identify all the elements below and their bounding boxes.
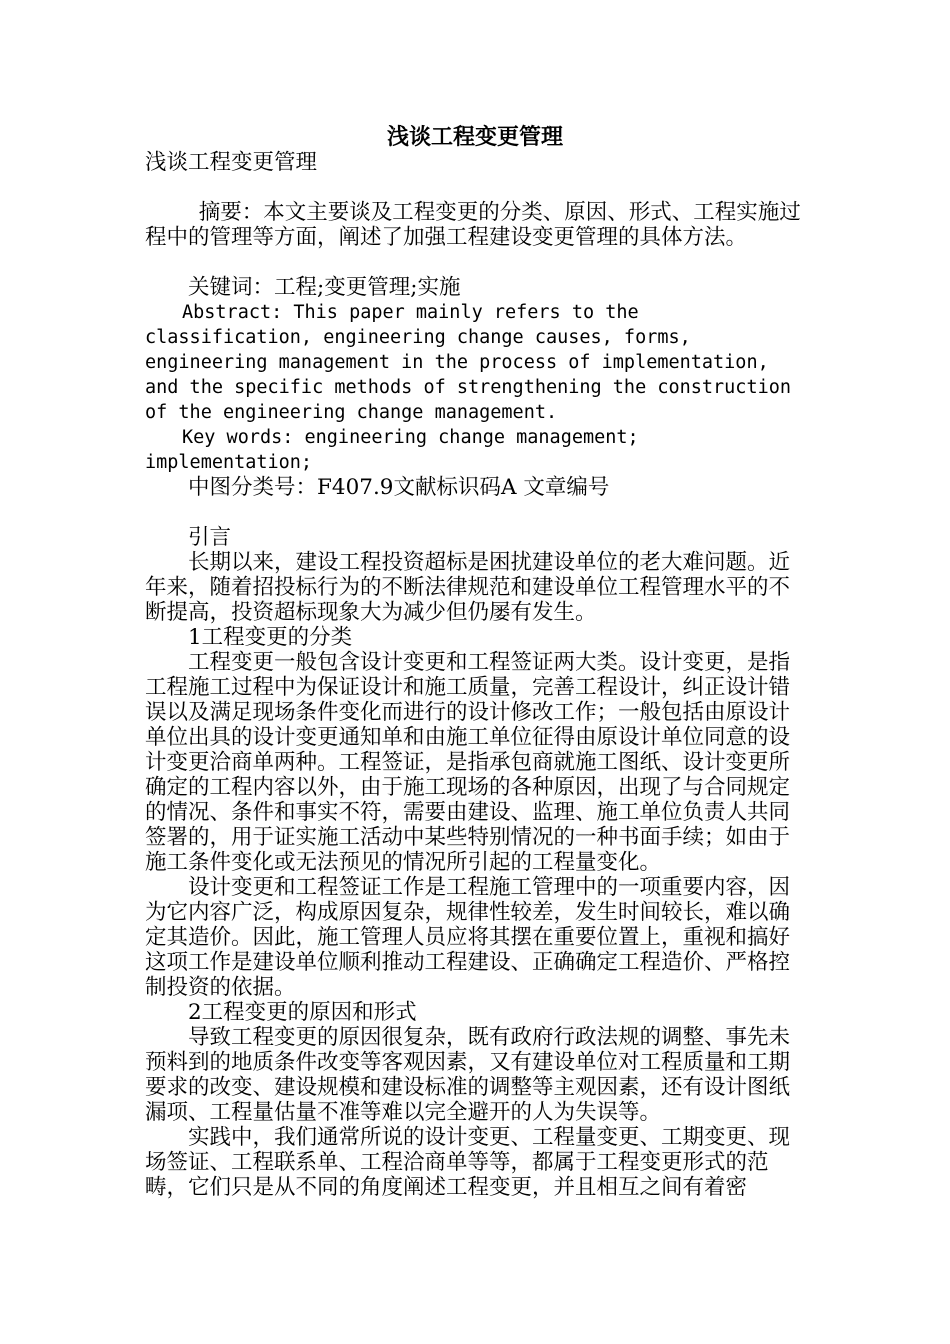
- document-title: 浅谈工程变更管理: [386, 124, 563, 150]
- keywords-cn: 关键词：工程;变更管理;实施: [188, 275, 461, 300]
- document-body: [145, 150, 810, 1200]
- section2-paragraph-2: 实践中，我们通常所说的设计变更、工程量变更、工期变更、现场签证、工程联系单、工程洽商单等等，都属于工程变更形式的范畴，它们只是从不同的角度阐述工程变更，并且相互之间有着密: [145, 1125, 791, 1200]
- document-subtitle: 浅谈工程变更管理: [145, 150, 318, 175]
- section1-paragraph-2: 设计变更和工程签证工作是工程施工管理中的一项重要内容，因为它内容广泛，构成原因复杂，规律性较差，发生时间较长，难以确定其造价。因此，施工管理人员应将其摆在重要位置上，重视和搞好这项工作是建设单位顺利推动工程建设、正确确定工程造价、严格控制投资的依据。: [145, 875, 791, 1000]
- section2-paragraph-1: 导致工程变更的原因很复杂，既有政府行政法规的调整、事先未预料到的地质条件改变等客观因素，又有建设单位对工程质量和工期要求的改变、建设规模和建设标准的调整等主观因素，还有设计图纸漏项、工程量估量不准等难以完全避开的人为失误等。: [145, 1025, 791, 1125]
- abstract-en: Abstract: This paper mainly refers to the classification, engineering change causes, forms, engineering management in the process of implementation, and the specific methods of strengthening the construction of the engineering change management.: [145, 302, 792, 423]
- intro-paragraph: 长期以来，建设工程投资超标是困扰建设单位的老大难问题。近年来，随着招投标行为的不断法律规范和建设单位工程管理水平的不断提高，投资超标现象大为减少但仍屡有发生。: [145, 550, 791, 625]
- section1-paragraph-1: 工程变更一般包含设计变更和工程签证两大类。设计变更，是指工程施工过程中为保证设计和施工质量，完善工程设计，纠正设计错误以及满足现场条件变化而进行的设计修改工作；一般包括由原设计单位出具的设计变更通知单和由施工单位征得由原设计单位同意的设计变更洽商单两种。工程签证，是指承包商就施工图纸、设计变更所确定的工程内容以外，由于施工现场的各种原因，出现了与合同规定的情况、条件和事实不符，需要由建设、监理、施工单位负责人共同签署的，用于证实施工活动中某些特别情况的一种书面手续；如由于施工条件变化或无法预见的情况所引起的工程量变化。: [145, 650, 791, 875]
- section1-heading: 1工程变更的分类: [188, 625, 353, 650]
- keywords-en: Key words: engineering change management; implementation;: [145, 427, 639, 473]
- classification-line: 中图分类号：F407.9文献标识码A 文章编号: [188, 475, 610, 500]
- intro-heading: 引言: [188, 525, 232, 550]
- section2-heading: 2工程变更的原因和形式: [188, 1000, 417, 1025]
- abstract-cn: 摘要：本文主要谈及工程变更的分类、原因、形式、工程实施过程中的管理等方面，阐述了加强工程建设变更管理的具体方法。: [145, 200, 801, 250]
